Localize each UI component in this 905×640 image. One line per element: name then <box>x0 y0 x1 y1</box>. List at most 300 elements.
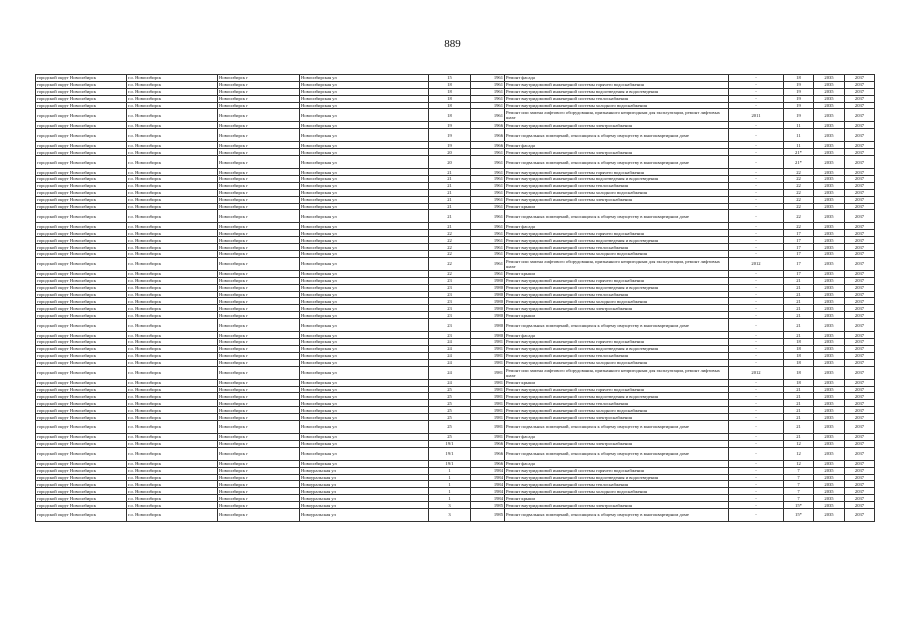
table-row <box>36 474 875 481</box>
table-row <box>36 440 875 447</box>
municipality-cell: городской округ Новосибирск <box>36 244 127 251</box>
house-cell: 19/1 <box>429 440 471 447</box>
district-cell: г.о. Новосибирск <box>127 109 218 122</box>
end-year-cell: 2037 <box>845 142 875 149</box>
house-cell: 24 <box>429 366 471 379</box>
end-year-cell: 2037 <box>845 420 875 433</box>
locality-cell: Новосибирск г <box>218 319 300 332</box>
locality-cell: Новосибирск г <box>218 176 300 183</box>
end-year-cell: 2037 <box>845 210 875 223</box>
lift-year-cell: - <box>729 169 784 176</box>
locality-cell: Новосибирск г <box>218 182 300 189</box>
lift-year-cell: - <box>729 230 784 237</box>
year-built-cell: 1961 <box>471 251 505 258</box>
district-cell: г.о. Новосибирск <box>127 420 218 433</box>
end-year-cell: 2037 <box>845 339 875 346</box>
house-cell: 22 <box>429 230 471 237</box>
start-year-cell: 2035 <box>814 95 845 102</box>
start-year-cell: 2035 <box>814 474 845 481</box>
lift-year-cell: - <box>729 237 784 244</box>
house-cell: 21 <box>429 196 471 203</box>
district-cell: г.о. Новосибирск <box>127 433 218 440</box>
year-built-cell: 1980 <box>471 277 505 284</box>
house-cell: 23 <box>429 277 471 284</box>
work-type-cell: Ремонт внутридомовой инженерной системы холодного водоснабжения <box>505 488 729 495</box>
end-year-cell: 2037 <box>845 169 875 176</box>
year-built-cell: 1961 <box>471 81 505 88</box>
start-year-cell: 2035 <box>814 196 845 203</box>
lift-year-cell: - <box>729 474 784 481</box>
work-type-cell: Ремонт подвальных помещений, относящихся к общему имуществу в многоквартирном доме <box>505 156 729 169</box>
lift-year-cell: - <box>729 407 784 414</box>
district-cell: г.о. Новосибирск <box>127 407 218 414</box>
end-year-cell: 2037 <box>845 244 875 251</box>
lift-year-cell: - <box>729 75 784 82</box>
table-row <box>36 352 875 359</box>
street-cell: Новоуральская ул <box>300 488 429 495</box>
start-year-cell: 2035 <box>814 400 845 407</box>
end-year-cell: 2037 <box>845 393 875 400</box>
table-row <box>36 156 875 169</box>
year-built-cell: 1981 <box>471 379 505 386</box>
work-type-cell: Ремонт внутридомовой инженерной системы электроснабжения <box>505 122 729 129</box>
year-built-cell: 1980 <box>471 305 505 312</box>
start-year-cell: 2035 <box>814 277 845 284</box>
start-year-cell: 2035 <box>814 352 845 359</box>
start-year-cell: 2035 <box>814 169 845 176</box>
street-cell: Новосибирская ул <box>300 142 429 149</box>
lift-year-cell: - <box>729 277 784 284</box>
street-cell: Новосибирская ул <box>300 244 429 251</box>
locality-cell: Новосибирск г <box>218 142 300 149</box>
end-year-cell: 2037 <box>845 467 875 474</box>
floors-cell: 11 <box>784 142 814 149</box>
street-cell: Новосибирская ул <box>300 305 429 312</box>
house-cell: 25 <box>429 420 471 433</box>
start-year-cell: 2035 <box>814 109 845 122</box>
table-row <box>36 109 875 122</box>
table-row <box>36 460 875 467</box>
table-row <box>36 81 875 88</box>
table-row <box>36 284 875 291</box>
lift-year-cell: - <box>729 223 784 230</box>
end-year-cell: 2037 <box>845 460 875 467</box>
house-cell: 20 <box>429 156 471 169</box>
year-built-cell: 1961 <box>471 210 505 223</box>
house-cell: 23 <box>429 332 471 339</box>
start-year-cell: 2035 <box>814 433 845 440</box>
work-type-cell: Ремонт внутридомовой инженерной системы электроснабжения <box>505 414 729 421</box>
street-cell: Новосибирская ул <box>300 298 429 305</box>
end-year-cell: 2037 <box>845 332 875 339</box>
start-year-cell: 2035 <box>814 203 845 210</box>
work-type-cell: Ремонт внутридомовой инженерной системы горячего водоснабжения <box>505 339 729 346</box>
district-cell: г.о. Новосибирск <box>127 467 218 474</box>
floors-cell: 18 <box>784 366 814 379</box>
locality-cell: Новосибирск г <box>218 312 300 319</box>
lift-year-cell: - <box>729 298 784 305</box>
floors-cell: 21 <box>784 277 814 284</box>
table-row <box>36 149 875 156</box>
lift-year-cell: - <box>729 122 784 129</box>
end-year-cell: 2037 <box>845 366 875 379</box>
lift-year-cell: - <box>729 502 784 509</box>
locality-cell: Новосибирск г <box>218 88 300 95</box>
municipality-cell: городской округ Новосибирск <box>36 257 127 270</box>
floors-cell: 21 <box>784 298 814 305</box>
street-cell: Новосибирская ул <box>300 223 429 230</box>
lift-year-cell: - <box>729 156 784 169</box>
house-cell: 21 <box>429 182 471 189</box>
district-cell: г.о. Новосибирск <box>127 495 218 502</box>
end-year-cell: 2037 <box>845 81 875 88</box>
district-cell: г.о. Новосибирск <box>127 122 218 129</box>
lift-year-cell: - <box>729 129 784 142</box>
street-cell: Новосибирская ул <box>300 237 429 244</box>
year-built-cell: 1961 <box>471 230 505 237</box>
district-cell: г.о. Новосибирск <box>127 386 218 393</box>
house-cell: 3 <box>429 502 471 509</box>
capital-repair-table <box>35 74 875 522</box>
floors-cell: 21 <box>784 393 814 400</box>
table-row <box>36 251 875 258</box>
locality-cell: Новосибирск г <box>218 149 300 156</box>
floors-cell: 21 <box>784 433 814 440</box>
district-cell: г.о. Новосибирск <box>127 129 218 142</box>
start-year-cell: 2035 <box>814 257 845 270</box>
work-type-cell: Ремонт внутридомовой инженерной системы водоотведения и водоотведения <box>505 393 729 400</box>
street-cell: Новосибирская ул <box>300 312 429 319</box>
floors-cell: 12 <box>784 440 814 447</box>
street-cell: Новосибирская ул <box>300 81 429 88</box>
end-year-cell: 2037 <box>845 345 875 352</box>
floors-cell: 21 <box>784 414 814 421</box>
floors-cell: 17 <box>784 237 814 244</box>
district-cell: г.о. Новосибирск <box>127 251 218 258</box>
street-cell: Новосибирская ул <box>300 284 429 291</box>
end-year-cell: 2037 <box>845 203 875 210</box>
start-year-cell: 2035 <box>814 176 845 183</box>
locality-cell: Новосибирск г <box>218 488 300 495</box>
municipality-cell: городской округ Новосибирск <box>36 467 127 474</box>
district-cell: г.о. Новосибирск <box>127 339 218 346</box>
end-year-cell: 2037 <box>845 122 875 129</box>
street-cell: Новосибирская ул <box>300 251 429 258</box>
municipality-cell: городской округ Новосибирск <box>36 414 127 421</box>
year-built-cell: 1981 <box>471 420 505 433</box>
work-type-cell: Ремонт внутридомовой инженерной системы горячего водоснабжения <box>505 230 729 237</box>
end-year-cell: 2037 <box>845 189 875 196</box>
start-year-cell: 2035 <box>814 312 845 319</box>
street-cell: Новосибирская ул <box>300 414 429 421</box>
work-type-cell: Ремонт фасада <box>505 223 729 230</box>
street-cell: Новоуральская ул <box>300 481 429 488</box>
floors-cell: 11 <box>784 129 814 142</box>
street-cell: Новосибирская ул <box>300 189 429 196</box>
floors-cell: 21 <box>784 284 814 291</box>
municipality-cell: городской округ Новосибирск <box>36 502 127 509</box>
start-year-cell: 2035 <box>814 440 845 447</box>
floors-cell: 22 <box>784 210 814 223</box>
year-built-cell: 1984 <box>471 474 505 481</box>
street-cell: Новосибирская ул <box>300 440 429 447</box>
floors-cell: 21 <box>784 332 814 339</box>
house-cell: 25 <box>429 414 471 421</box>
work-type-cell: Ремонт фасада <box>505 332 729 339</box>
house-cell: 19/1 <box>429 460 471 467</box>
start-year-cell: 2035 <box>814 460 845 467</box>
district-cell: г.о. Новосибирск <box>127 460 218 467</box>
end-year-cell: 2037 <box>845 407 875 414</box>
locality-cell: Новосибирск г <box>218 122 300 129</box>
start-year-cell: 2035 <box>814 244 845 251</box>
locality-cell: Новосибирск г <box>218 339 300 346</box>
street-cell: Новосибирская ул <box>300 400 429 407</box>
work-type-cell: Ремонт внутридомовой инженерной системы горячего водоснабжения <box>505 81 729 88</box>
district-cell: г.о. Новосибирск <box>127 203 218 210</box>
locality-cell: Новосибирск г <box>218 332 300 339</box>
house-cell: 18 <box>429 102 471 109</box>
locality-cell: Новосибирск г <box>218 270 300 277</box>
work-type-cell: Ремонт внутридомовой инженерной системы холодного водоснабжения <box>505 102 729 109</box>
district-cell: г.о. Новосибирск <box>127 359 218 366</box>
start-year-cell: 2035 <box>814 237 845 244</box>
house-cell: 15 <box>429 75 471 82</box>
year-built-cell: 1980 <box>471 298 505 305</box>
year-built-cell: 1966 <box>471 142 505 149</box>
end-year-cell: 2037 <box>845 196 875 203</box>
municipality-cell: городской округ Новосибирск <box>36 305 127 312</box>
house-cell: 18 <box>429 95 471 102</box>
start-year-cell: 2035 <box>814 319 845 332</box>
floors-cell: 7 <box>784 495 814 502</box>
table-row <box>36 270 875 277</box>
end-year-cell: 2037 <box>845 102 875 109</box>
house-cell: 25 <box>429 393 471 400</box>
municipality-cell: городской округ Новосибирск <box>36 81 127 88</box>
municipality-cell: городской округ Новосибирск <box>36 210 127 223</box>
district-cell: г.о. Новосибирск <box>127 284 218 291</box>
table-row <box>36 210 875 223</box>
floors-cell: 18 <box>784 339 814 346</box>
street-cell: Новосибирская ул <box>300 129 429 142</box>
floors-cell: 21* <box>784 156 814 169</box>
district-cell: г.о. Новосибирск <box>127 474 218 481</box>
start-year-cell: 2035 <box>814 88 845 95</box>
street-cell: Новосибирская ул <box>300 109 429 122</box>
lift-year-cell: - <box>729 251 784 258</box>
work-type-cell: Ремонт внутридомовой инженерной системы водоотведения и водоотведения <box>505 88 729 95</box>
municipality-cell: городской округ Новосибирск <box>36 447 127 460</box>
work-type-cell: Ремонт внутридомовой инженерной системы горячего водоснабжения <box>505 467 729 474</box>
district-cell: г.о. Новосибирск <box>127 257 218 270</box>
table-row <box>36 508 875 521</box>
lift-year-cell: - <box>729 88 784 95</box>
locality-cell: Новосибирск г <box>218 305 300 312</box>
table-row <box>36 230 875 237</box>
house-cell: 23 <box>429 319 471 332</box>
house-cell: 1 <box>429 481 471 488</box>
district-cell: г.о. Новосибирск <box>127 277 218 284</box>
table-row <box>36 142 875 149</box>
district-cell: г.о. Новосибирск <box>127 447 218 460</box>
start-year-cell: 2035 <box>814 156 845 169</box>
house-cell: 25 <box>429 407 471 414</box>
locality-cell: Новосибирск г <box>218 414 300 421</box>
year-built-cell: 1981 <box>471 393 505 400</box>
street-cell: Новоуральская ул <box>300 474 429 481</box>
start-year-cell: 2035 <box>814 122 845 129</box>
start-year-cell: 2035 <box>814 230 845 237</box>
work-type-cell: Ремонт фасада <box>505 142 729 149</box>
year-built-cell: 1966 <box>471 447 505 460</box>
year-built-cell: 1966 <box>471 122 505 129</box>
locality-cell: Новосибирск г <box>218 366 300 379</box>
end-year-cell: 2037 <box>845 379 875 386</box>
house-cell: 1 <box>429 488 471 495</box>
house-cell: 18 <box>429 81 471 88</box>
year-built-cell: 1981 <box>471 352 505 359</box>
end-year-cell: 2037 <box>845 251 875 258</box>
municipality-cell: городской округ Новосибирск <box>36 433 127 440</box>
table-row <box>36 305 875 312</box>
year-built-cell: 1961 <box>471 196 505 203</box>
street-cell: Новосибирская ул <box>300 277 429 284</box>
year-built-cell: 1961 <box>471 270 505 277</box>
year-built-cell: 1961 <box>471 244 505 251</box>
end-year-cell: 2037 <box>845 305 875 312</box>
start-year-cell: 2035 <box>814 481 845 488</box>
year-built-cell: 1980 <box>471 284 505 291</box>
municipality-cell: городской округ Новосибирск <box>36 109 127 122</box>
year-built-cell: 1984 <box>471 467 505 474</box>
end-year-cell: 2037 <box>845 447 875 460</box>
municipality-cell: городской округ Новосибирск <box>36 407 127 414</box>
district-cell: г.о. Новосибирск <box>127 332 218 339</box>
municipality-cell: городской округ Новосибирск <box>36 420 127 433</box>
lift-year-cell: - <box>729 467 784 474</box>
district-cell: г.о. Новосибирск <box>127 75 218 82</box>
municipality-cell: городской округ Новосибирск <box>36 481 127 488</box>
end-year-cell: 2037 <box>845 488 875 495</box>
district-cell: г.о. Новосибирск <box>127 508 218 521</box>
table-row <box>36 88 875 95</box>
end-year-cell: 2037 <box>845 474 875 481</box>
lift-year-cell: - <box>729 284 784 291</box>
lift-year-cell: - <box>729 176 784 183</box>
lift-year-cell: - <box>729 447 784 460</box>
locality-cell: Новосибирск г <box>218 447 300 460</box>
floors-cell: 18 <box>784 345 814 352</box>
table-row <box>36 495 875 502</box>
lift-year-cell: - <box>729 345 784 352</box>
start-year-cell: 2035 <box>814 182 845 189</box>
table-row <box>36 393 875 400</box>
lift-year-cell: - <box>729 359 784 366</box>
street-cell: Новосибирская ул <box>300 332 429 339</box>
start-year-cell: 2035 <box>814 467 845 474</box>
floors-cell: 19 <box>784 102 814 109</box>
lift-year-cell: - <box>729 495 784 502</box>
locality-cell: Новосибирск г <box>218 481 300 488</box>
start-year-cell: 2035 <box>814 420 845 433</box>
street-cell: Новосибирская ул <box>300 339 429 346</box>
municipality-cell: городской округ Новосибирск <box>36 339 127 346</box>
municipality-cell: городской округ Новосибирск <box>36 277 127 284</box>
work-type-cell: Ремонт внутридомовой инженерной системы водоотведения и водоотведения <box>505 345 729 352</box>
start-year-cell: 2035 <box>814 75 845 82</box>
year-built-cell: 1966 <box>471 129 505 142</box>
street-cell: Новосибирская ул <box>300 196 429 203</box>
table-row <box>36 189 875 196</box>
house-cell: 22 <box>429 270 471 277</box>
work-type-cell: Ремонт внутридомовой инженерной системы холодного водоснабжения <box>505 251 729 258</box>
street-cell: Новоуральская ул <box>300 467 429 474</box>
end-year-cell: 2037 <box>845 257 875 270</box>
street-cell: Новоуральская ул <box>300 502 429 509</box>
work-type-cell: Ремонт фасада <box>505 433 729 440</box>
table-row <box>36 481 875 488</box>
floors-cell: 21 <box>784 407 814 414</box>
lift-year-cell: - <box>729 319 784 332</box>
year-built-cell: 1980 <box>471 319 505 332</box>
house-cell: 19 <box>429 142 471 149</box>
locality-cell: Новосибирск г <box>218 196 300 203</box>
start-year-cell: 2035 <box>814 298 845 305</box>
floors-cell: 22 <box>784 196 814 203</box>
house-cell: 25 <box>429 433 471 440</box>
work-type-cell: Ремонт внутридомовой инженерной системы холодного водоснабжения <box>505 359 729 366</box>
lift-year-cell: - <box>729 312 784 319</box>
year-built-cell: 1981 <box>471 407 505 414</box>
year-built-cell: 1984 <box>471 495 505 502</box>
work-type-cell: Ремонт внутридомовой инженерной системы горячего водоснабжения <box>505 169 729 176</box>
house-cell: 21 <box>429 189 471 196</box>
locality-cell: Новосибирск г <box>218 81 300 88</box>
end-year-cell: 2037 <box>845 223 875 230</box>
floors-cell: 7 <box>784 474 814 481</box>
municipality-cell: городской округ Новосибирск <box>36 474 127 481</box>
table-row <box>36 420 875 433</box>
lift-year-cell: 2012 <box>729 366 784 379</box>
end-year-cell: 2037 <box>845 176 875 183</box>
municipality-cell: городской округ Новосибирск <box>36 298 127 305</box>
street-cell: Новосибирская ул <box>300 182 429 189</box>
municipality-cell: городской округ Новосибирск <box>36 379 127 386</box>
house-cell: 18 <box>429 109 471 122</box>
year-built-cell: 1981 <box>471 414 505 421</box>
table-row <box>36 359 875 366</box>
street-cell: Новосибирская ул <box>300 433 429 440</box>
year-built-cell: 1981 <box>471 400 505 407</box>
locality-cell: Новосибирск г <box>218 203 300 210</box>
work-type-cell: Ремонт фасада <box>505 75 729 82</box>
municipality-cell: городской округ Новосибирск <box>36 203 127 210</box>
lift-year-cell: - <box>729 508 784 521</box>
start-year-cell: 2035 <box>814 447 845 460</box>
end-year-cell: 2037 <box>845 508 875 521</box>
year-built-cell: 1961 <box>471 156 505 169</box>
table-row <box>36 345 875 352</box>
floors-cell: 22 <box>784 223 814 230</box>
house-cell: 22 <box>429 251 471 258</box>
end-year-cell: 2037 <box>845 440 875 447</box>
year-built-cell: 1984 <box>471 488 505 495</box>
municipality-cell: городской округ Новосибирск <box>36 284 127 291</box>
work-type-cell: Ремонт внутридомовой инженерной системы водоотведения и водоотведения <box>505 176 729 183</box>
district-cell: г.о. Новосибирск <box>127 210 218 223</box>
district-cell: г.о. Новосибирск <box>127 393 218 400</box>
